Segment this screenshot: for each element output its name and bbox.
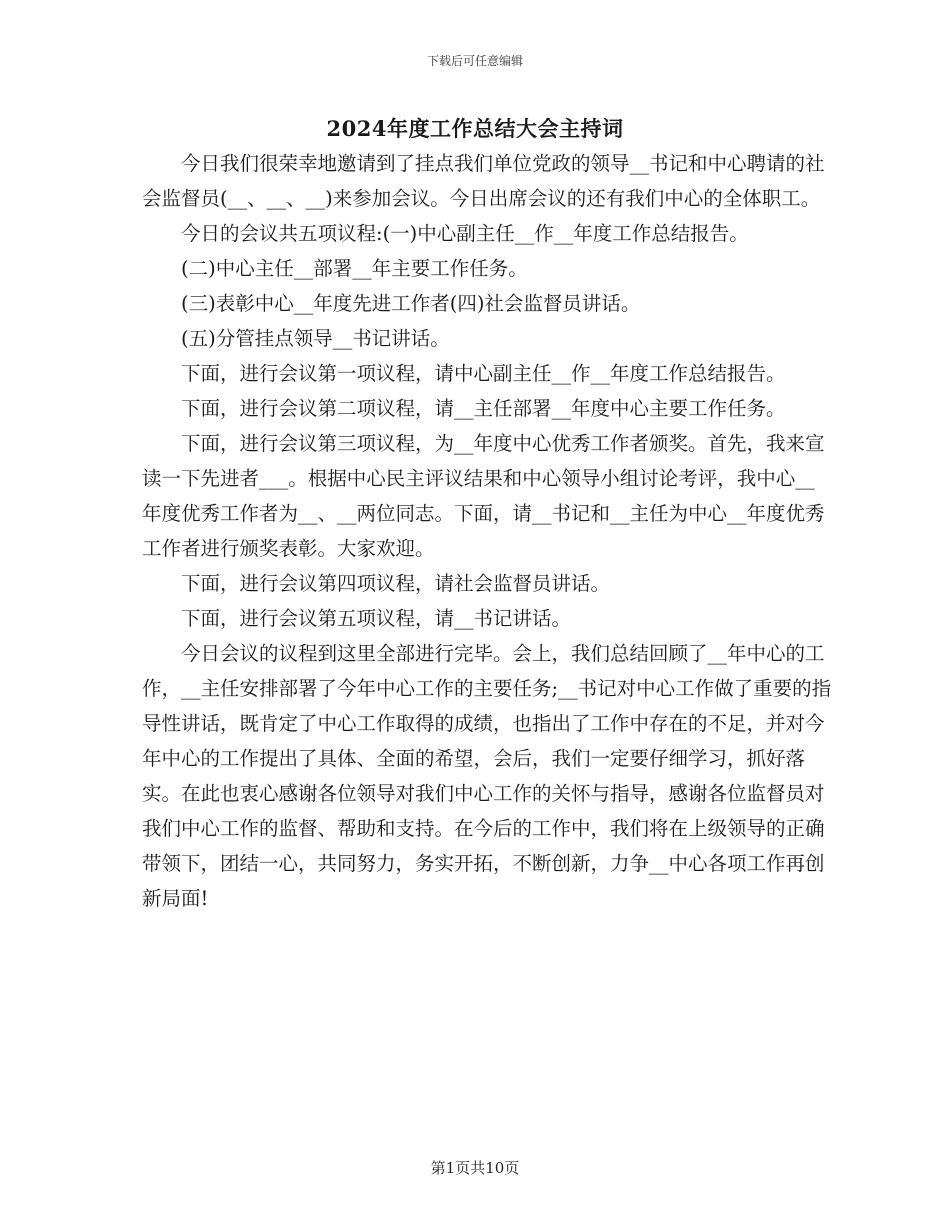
paragraph-closing: 今日会议的议程到这里全部进行完毕。会上，我们总结回顾了__年中心的工作，__主任安排部署了今年中心工作的主要任务;__书记对中心工作做了重要的指导性讲话，既肯定了中心工作取得的成绩，也指出了工作中存在的不足，并对今年中心的工作提出了具体、全面的希望，会后，我们一定要仔细学习，抓好落实。在此也衷心感谢各位领导对我们中心工作的关怀与指导，感谢各位监督员对我们中心工作的监督、帮助和支持。在今后的工作中，我们将在上级领导的正确带领下，团结一心，共同努力，务实开拓，不断创新，力争__中心各项工作再创新局面! — [142, 642, 832, 910]
paragraph-item-2: 下面，进行会议第二项议程，请__主任部署__年度中心主要工作任务。 — [181, 397, 786, 420]
header-note: 下载后可任意编辑 — [426, 54, 523, 68]
paragraph-invitation: 今日我们很荣幸地邀请到了挂点我们单位党政的领导__书记和中心聘请的社会监督员(__、__、__)来参加会议。今日出席会议的还有我们中心的全体职工。 — [142, 152, 825, 210]
paragraph-agenda-5: (五)分管挂点领导__书记讲话。 — [181, 327, 450, 350]
paragraph-agenda-3-4: (三)表彰中心__年度先进工作者(四)社会监督员讲话。 — [181, 292, 641, 315]
document-body — [142, 146, 832, 916]
paragraph-item-5: 下面，进行会议第五项议程，请__书记讲话。 — [181, 607, 572, 630]
paragraph-agenda-intro: 今日的会议共五项议程:(一)中心副主任__作__年度工作总结报告。 — [181, 222, 749, 245]
document-title: 2024年度工作总结大会主持词 — [326, 116, 624, 141]
page-footer: 第1页共10页 — [430, 1159, 520, 1177]
paragraph-item-4: 下面，进行会议第四项议程，请社会监督员讲话。 — [181, 572, 611, 595]
paragraph-agenda-2: (二)中心主任__部署__年主要工作任务。 — [181, 257, 528, 280]
paragraph-item-1: 下面，进行会议第一项议程，请中心副主任__作__年度工作总结报告。 — [181, 362, 786, 385]
paragraph-item-3: 下面，进行会议第三项议程，为__年度中心优秀工作者颁奖。首先，我来宣读一下先进者___。根据中心民主评议结果和中心领导小组讨论考评，我中心__年度优秀工作者为__、__两位同志。下面，请__书记和__主任为中心__年度优秀工作者进行颁奖表彰。大家欢迎。 — [142, 432, 825, 560]
